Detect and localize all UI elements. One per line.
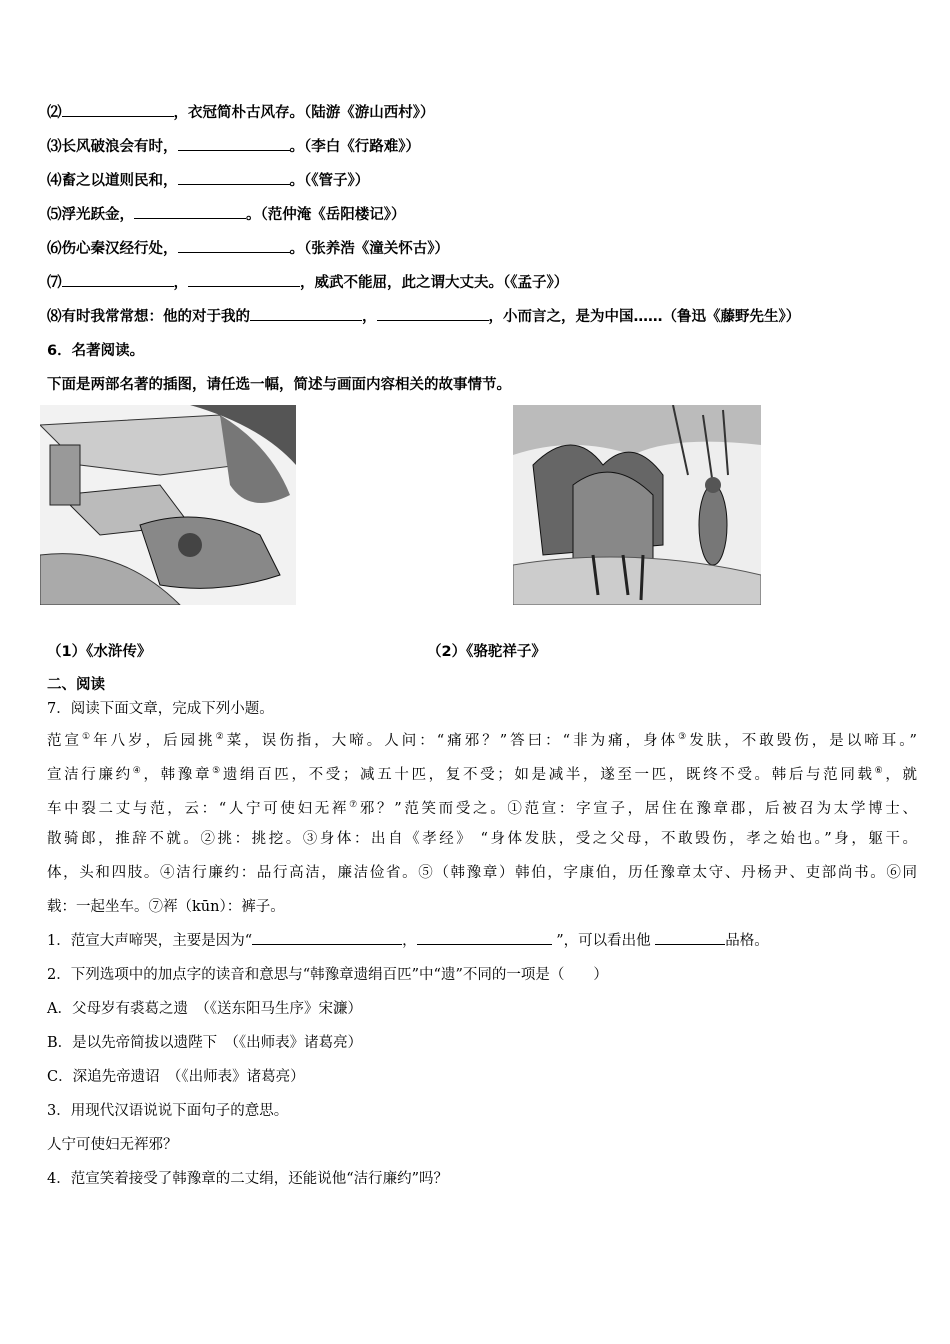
text-span: 车中裂二丈与范，云：“人宁可使妇无裈 xyxy=(47,800,350,817)
item-2 xyxy=(47,100,927,134)
text-span: 散骑郎，推辞不就。②挑：挑挖。③身体：出自《孝经》 “身体发肤，受之父母，不敢毁伤，孝之始也。”身，躯干。 xyxy=(47,831,917,847)
text-span: 畜之以道则民和， xyxy=(61,173,178,189)
text-span: 菜，误伤指，大啼。人问：“痛邪？”答曰：“非为痛，身体 xyxy=(226,732,679,749)
answer-blank[interactable] xyxy=(178,236,290,253)
text-span: ⑥ xyxy=(874,766,886,776)
passage-line xyxy=(47,826,917,860)
text-span: ，韩豫章 xyxy=(143,766,213,783)
caption-water-margin: （1）《水浒传》 xyxy=(47,644,152,660)
text-span: ① xyxy=(82,732,94,742)
text-span: 遗绢百匹，不受；减五十匹，复不受；如是减半，遂至一匹，既终不受。韩后与范同载 xyxy=(222,766,875,783)
answer-blank[interactable] xyxy=(252,928,402,945)
text-span: 。（李白《行路难》） xyxy=(289,139,420,155)
section-heading: 二、阅读 xyxy=(47,677,105,693)
text-span: 发肤，不敢毁伤，是以啼耳。” xyxy=(689,732,917,749)
text-span: ③ xyxy=(678,732,690,742)
passage-line xyxy=(47,724,917,758)
text-span: 宣洁行廉约 xyxy=(47,766,133,783)
text-span: ， xyxy=(362,309,377,325)
passage-line xyxy=(47,758,917,792)
water-margin-illustration xyxy=(40,405,296,605)
question-3-sentence: 人宁可使妇无裈邪？ xyxy=(47,1137,178,1153)
camel-xiangzi-illustration xyxy=(513,405,761,605)
text-span: 品格。 xyxy=(725,933,769,949)
item-4 xyxy=(47,168,927,202)
question-4: 4．范宣笑着接受了韩豫章的二丈绢，还能说他“洁行廉约”吗？ xyxy=(47,1171,449,1187)
passage xyxy=(47,724,917,928)
answer-blank[interactable] xyxy=(62,100,174,117)
text-span: ⑻ xyxy=(47,309,62,325)
text-span: ，就 xyxy=(885,766,918,783)
text-span: ⑹ xyxy=(47,241,62,257)
passage-line xyxy=(47,894,917,928)
item-5 xyxy=(47,202,927,236)
illustrations xyxy=(0,403,950,613)
question-1 xyxy=(47,928,917,962)
question-2: 2．下列选项中的加点字的读音和意思与“韩豫章遗绢百匹”中“遗”不同的一项是（ ） xyxy=(47,967,608,983)
text-span: 范宣 xyxy=(47,732,83,749)
item-3 xyxy=(47,134,927,168)
text-span: ，衣冠简朴古风存。（陆游《游山西村》） xyxy=(173,105,435,121)
q7-title: 7．阅读下面文章，完成下列小题。 xyxy=(47,701,274,717)
answer-blank[interactable] xyxy=(250,304,362,321)
answer-blank[interactable] xyxy=(178,168,290,185)
text-span: 邪？”范笑而受之。①范宣：字宣子，居住在豫章郡，后被召为太学博士、 xyxy=(359,800,917,817)
answer-blank[interactable] xyxy=(377,304,489,321)
text-span: 体，头和四肢。④洁行廉约：品行高洁，廉洁俭省。⑤（韩豫章）韩伯，字康伯，历任豫章太守、丹杨尹、吏部尚书。⑥同 xyxy=(47,865,917,881)
item-8 xyxy=(47,304,927,338)
text-span: 。（范仲淹《岳阳楼记》） xyxy=(246,207,406,223)
text-span: 。（张养浩《潼关怀古》） xyxy=(289,241,449,257)
passage-line xyxy=(47,792,917,826)
text-span: ④ xyxy=(132,766,144,776)
text-span: ⑷ xyxy=(47,173,62,189)
text-span: ，威武不能屈，此之谓大丈夫。（《孟子》） xyxy=(300,275,569,291)
answer-blank[interactable] xyxy=(655,928,725,945)
text-span: ② xyxy=(215,732,227,742)
text-span: 。（《管子》） xyxy=(289,173,370,189)
item-6 xyxy=(47,236,927,270)
text-span: 年八岁，后园挑 xyxy=(93,732,216,749)
answer-blank[interactable] xyxy=(134,202,246,219)
answer-blank[interactable] xyxy=(417,928,552,945)
text-span: 载：一起坐车。⑦裈（kūn）：裤子。 xyxy=(47,899,285,915)
text-span: ⑺ xyxy=(47,275,62,291)
text-span: ⑸ xyxy=(47,207,62,223)
question-3: 3．用现代汉语说说下面句子的意思。 xyxy=(47,1103,289,1119)
text-span: ”，可以看出他 xyxy=(551,933,656,949)
recitation-section xyxy=(47,100,927,406)
text-span: ， xyxy=(402,933,417,949)
text-span: ，小而言之，是为中国……（鲁迅《藤野先生》） xyxy=(488,309,801,325)
q6-prompt: 下面是两部名著的插图，请任选一幅，简述与画面内容相关的故事情节。 xyxy=(47,377,511,393)
text-span: 有时我常常想：他的对于我的 xyxy=(61,309,250,325)
option-c[interactable]: C．深追先帝遗诏 （《出师表》诸葛亮） xyxy=(47,1069,305,1085)
text-span: 1．范宣大声啼哭，主要是因为“ xyxy=(47,933,253,949)
caption-camel-xiangzi: （2）《骆驼祥子》 xyxy=(427,644,546,660)
answer-blank[interactable] xyxy=(178,134,290,151)
option-a[interactable]: A．父母岁有裘葛之遗 （《送东阳马生序》宋濂） xyxy=(47,1001,362,1017)
q6-title: 6．名著阅读。 xyxy=(47,343,145,359)
text-span: ⑶ xyxy=(47,139,62,155)
reading-section xyxy=(47,674,917,1200)
text-span: 浮光跃金， xyxy=(61,207,134,223)
option-b[interactable]: B．是以先帝简拔以遗陛下 （《出师表》诸葛亮） xyxy=(47,1035,363,1051)
item-7 xyxy=(47,270,927,304)
answer-blank[interactable] xyxy=(188,270,300,287)
text-span: ⑤ xyxy=(212,766,223,776)
passage-line xyxy=(47,860,917,894)
text-span: 长风破浪会有时， xyxy=(61,139,178,155)
answer-blank[interactable] xyxy=(62,270,174,287)
text-span: 伤心秦汉经行处， xyxy=(61,241,178,257)
text-span: ⑵ xyxy=(47,105,62,121)
text-span: ， xyxy=(173,275,188,291)
text-span: ⑦ xyxy=(349,800,360,810)
